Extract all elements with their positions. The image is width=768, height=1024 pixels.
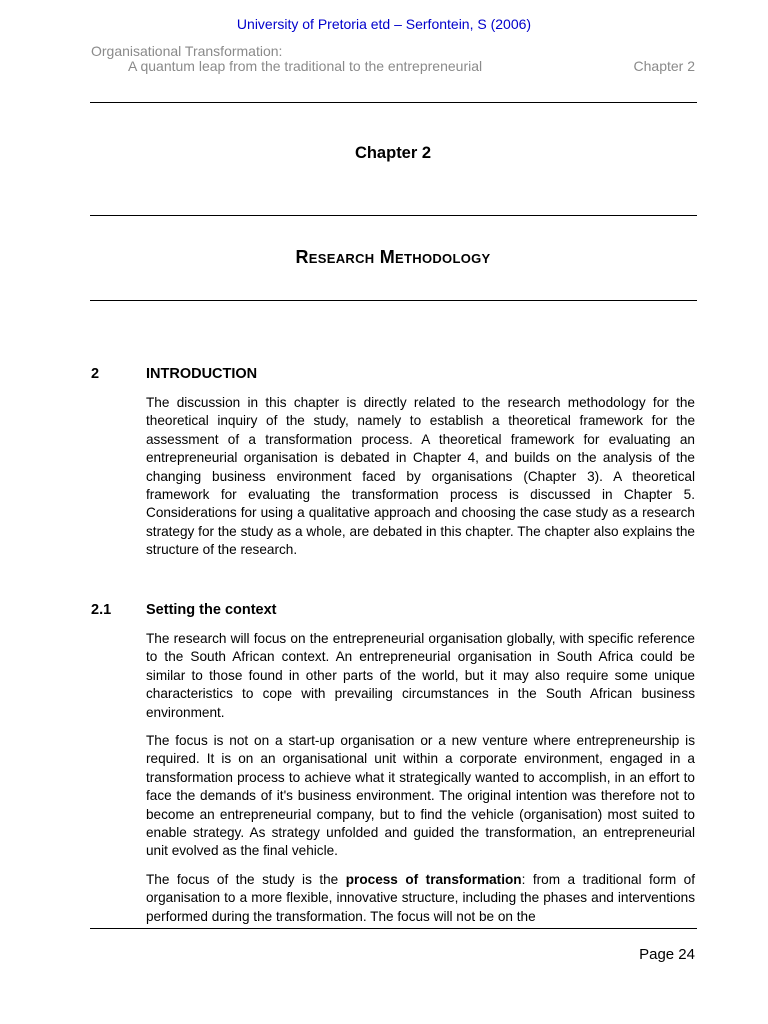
- subsection-number: 2.1: [91, 602, 112, 618]
- chapter-title: Research Methodology: [295, 247, 491, 267]
- subsection-paragraph-last: [146, 871, 695, 926]
- running-chapter-tag: Chapter 2: [633, 58, 695, 74]
- subsection-paragraph: The research will focus on the entrepreneurial organisation globally, with specific reference to the South African context. An entrepreneurial organisation in South Africa could be similar to those found in other parts of the world, but it may also require some unique characteristics to cope with prevailing circumstances in the South African business environment.: [146, 631, 695, 720]
- footer-divider: [90, 928, 697, 929]
- section-paragraph: The discussion in this chapter is directly related to the research methodology for the theoretical inquiry of the study, namely to establish a theoretical framework for the assessment of a transformation process. A theoretical framework for evaluating an entrepreneurial organisation is debated in Chapter 4, and builds on the analysis of the changing business environment faced by organisations (Chapter 3). A theoretical framework for evaluating the transformation process is discussed in Chapter 5. Considerations for using a qualitative approach and choosing the case study as a research strategy for the study as a whole, are debated in this chapter. The chapter also explains the structure of the research.: [146, 395, 695, 558]
- university-header: University of Pretoria etd – Serfontein, S (2006): [236, 16, 532, 32]
- bold-phrase: process of transformation: [345, 872, 522, 887]
- header-divider: [90, 102, 697, 103]
- subsection-heading: Setting the context: [146, 602, 277, 618]
- chapter-divider-bottom: [90, 300, 697, 301]
- paragraph-text: : from a traditional form of organisation to a more flexible, innovative structure, including the phases and interventions performed during the transformation. The focus will not be on the: [146, 872, 695, 924]
- chapter-divider-top: [90, 215, 697, 216]
- subsection-paragraph: The focus is not on a start-up organisation or a new venture where entrepreneurship is required. It is on an organisational unit within a corporate environment, engaged in a transformation process to achieve what it strategically wanted to accomplish, in an effort to face the demands of it's business environment. The original intention was therefore not to become an entrepreneurial company, but to find the vehicle (organisation) most suited to enable strategy. As strategy unfolded and guided the transformation, an entrepreneurial unit evolved as the final vehicle.: [146, 733, 695, 859]
- running-title-line1: Organisational Transformation:: [91, 43, 283, 59]
- section-heading: INTRODUCTION: [146, 366, 258, 382]
- paragraph-text: The focus of the study is the: [146, 872, 346, 887]
- page-number: Page 24: [639, 946, 695, 963]
- chapter-label: Chapter 2: [354, 144, 432, 162]
- running-title-line2: A quantum leap from the traditional to the entrepreneurial: [128, 58, 483, 74]
- section-number: 2: [91, 366, 100, 382]
